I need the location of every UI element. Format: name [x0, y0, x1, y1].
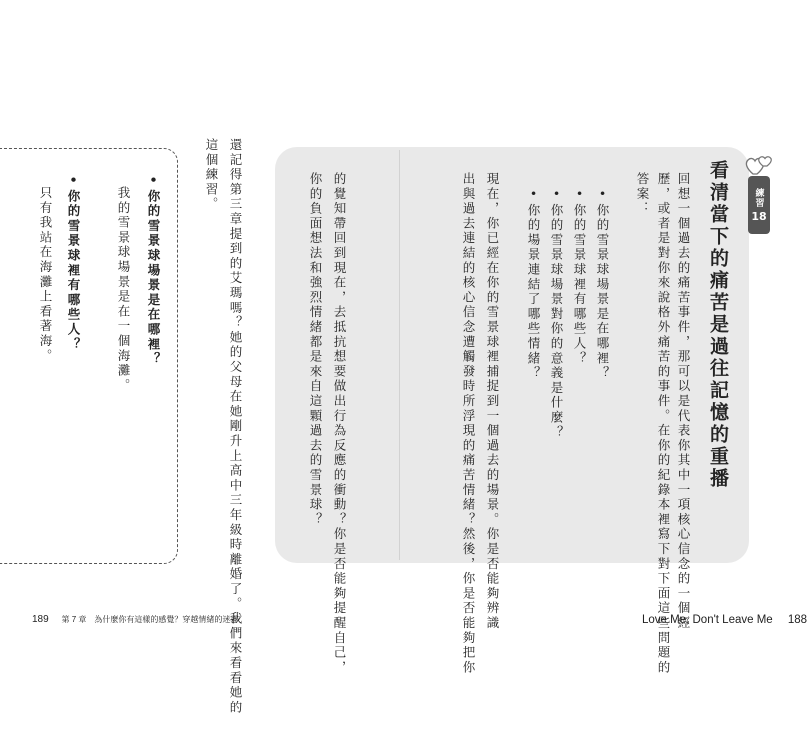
left-body-line-2: 還記得第三章提到的艾瑪嗎？她的父母在她剛升上高中三年級時離婚了。我們來看看她的	[228, 138, 243, 716]
exercise-paragraph-line-4: 你的負面想法和強烈情緒都是來自這顆過去的雪景球？	[308, 172, 323, 528]
left-box-answer-2: 只有我站在海灘上看著海。	[38, 186, 53, 364]
exercise-tab-number: 18	[751, 209, 767, 223]
exercise-tab	[748, 176, 770, 234]
exercise-intro-line-2: 歷，或者是對你來說格外痛苦的事件。在你的紀錄本裡寫下對下面這些問題的	[656, 172, 671, 676]
right-page-number: 188	[787, 614, 807, 626]
exercise-question-2: •你的雪景球裡有哪些人？	[572, 186, 587, 367]
left-body-line-1: 這個練習。	[204, 138, 219, 212]
exercise-question-1: •你的雪景球場景是在哪裡？	[595, 186, 610, 381]
left-page-number: 189	[32, 614, 49, 625]
exercise-title: 看清當下的痛苦是過往記憶的重播	[707, 160, 729, 490]
hearts-icon	[744, 152, 774, 178]
page-gutter	[399, 150, 400, 560]
exercise-paragraph-line-1: 現在，你已經在你的雪景球裡捕捉到一個過去的場景。你是否能夠辨識	[485, 172, 500, 631]
exercise-tab-label: 練習	[753, 187, 764, 208]
right-book-title: Love Me, Don't Leave Me	[642, 614, 773, 626]
right-footer	[642, 614, 807, 626]
exercise-question-4: •你的場景連結了哪些情緒？	[526, 186, 541, 381]
left-box-question-1: •你的雪景球場景是在哪裡？	[146, 172, 161, 367]
exercise-intro-line-3: 答案：	[635, 172, 650, 217]
exercise-question-3: •你的雪景球場景對你的意義是什麼？	[549, 186, 564, 441]
exercise-paragraph-line-3: 的覺知帶回到現在，去抵抗想要做出行為反應的衝動？你是否能夠提醒自己，	[332, 172, 347, 676]
left-footer	[32, 614, 238, 625]
exercise-intro-line-1: 回想一個過去的痛苦事件，那可以是代表你其中一項核心信念的一個經	[676, 172, 691, 631]
left-chapter-title: 第 7 章 為什麼你有這樣的感覺？穿越情緒的迷霧	[61, 615, 239, 624]
exercise-paragraph-line-2: 出與過去連結的核心信念遭觸發時所浮現的痛苦情緒？然後，你是否能夠把你	[461, 172, 476, 676]
left-box-question-2: •你的雪景球裡有哪些人？	[66, 172, 81, 353]
left-box-answer-1: 我的雪景球場景是在一個海灘。	[116, 186, 131, 394]
